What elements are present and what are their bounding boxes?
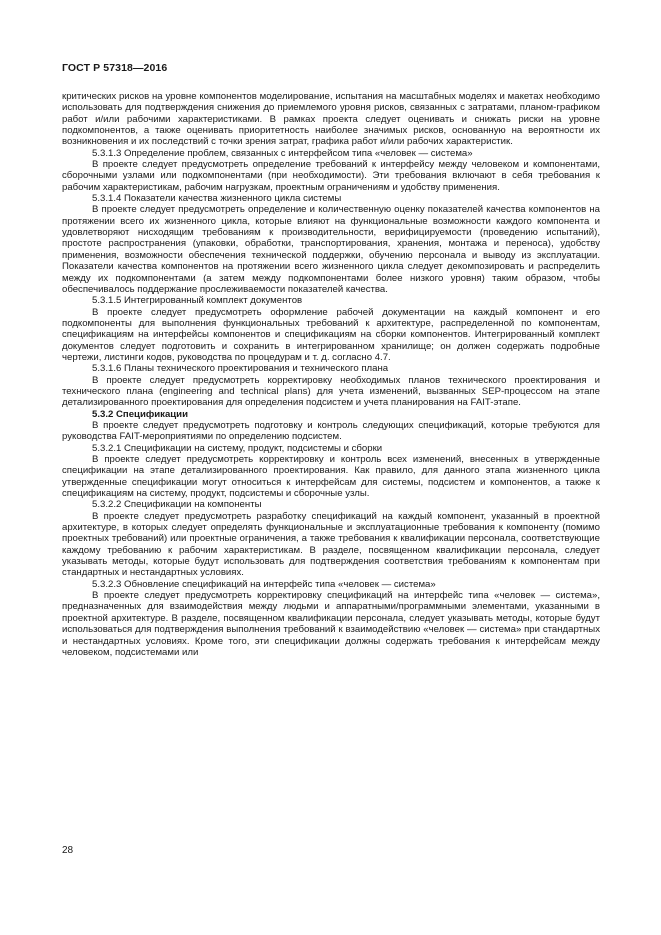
section-heading-5-3-1-6: 5.3.1.6 Планы технического проектирования и технического плана	[92, 363, 389, 375]
section-heading-5-3-2-3: 5.3.2.3 Обновление спецификаций на интерфейс типа «человек — система»	[92, 578, 436, 590]
section-heading-5-3-2-2: 5.3.2.2 Спецификации на компоненты	[92, 499, 262, 511]
section-heading-5-3-2-1: 5.3.2.1 Спецификации на систему, продукт, подсистемы и сборки	[92, 442, 383, 454]
section-heading-5-3-2: 5.3.2 Спецификации	[92, 408, 188, 420]
paragraph-continuation: критических рисков на уровне компонентов моделирование, испытания на масштабных моделях и макетах необходимо использовать для подтверждения снижения до приемлемого уровня рисков, связанных с затратами, планом-графиком работ и/или рабочими характеристиками. В рамках проекта следует оценивать и снижать риски на уровне подкомпонентов, а также оценивать приоритетность наиболее значимых рисков, основанную на вероятности их возникновения и их последствий с точки зрения затрат, графика работ и/или рабочих характеристик.	[62, 91, 600, 148]
paragraph: В проекте следует предусмотреть корректировку необходимых планов технического проектирования и технического плана (engineering and technical plans) для учета изменений, вызванных SEP-процессом на этапе детализированного проектирования для определения подсистем и учета планирования на FAIT-этапе.	[62, 374, 600, 409]
paragraph: В проекте следует предусмотреть определение и количественную оценку показателей качества компонентов на протяжении всего их жизненного цикла, которые влияют на функциональные возможности каждого компонента и удовлетворяют нисходящим требованиям к производительности, верифицируемости (проведению испытаний), простоте распространения (упаковки, обработки, транспортирования, хранения, монтажа и переноса), удобству применения, возможности обеспечения технической поддержки, обучению персонала и выводу из эксплуатации. Показатели качества компонентов на протяжении всего жизненного цикла следует декомпозировать и распределить между их подкомпонентами (а затем между подкомпонентами более низкого уровня) таким образом, чтобы обеспечивалось поддержание прослеживаемости показателей качества.	[62, 204, 600, 295]
document-header: ГОСТ Р 57318—2016	[62, 62, 168, 74]
paragraph: В проекте следует предусмотреть разработку спецификаций на каждый компонент, указанный в проектной архитектуре, в которых следует определять функциональные и эксплуатационные требования к компоненту (помимо проектных требований) или проектные ограничения, а также требования к квалификации персонала, соответствующие каждому требованию к рабочим характеристикам. В разделе, посвященном квалификации персонала, следует указывать методы, которые будут использовать для подтверждения соответствия требованиям к компонентам при стандартных и нестандартных условиях.	[62, 510, 600, 579]
section-heading-5-3-1-3: 5.3.1.3 Определение проблем, связанных с интерфейсом типа «человек — система»	[92, 147, 473, 159]
page-number: 28	[62, 845, 74, 856]
paragraph: В проекте следует предусмотреть корректировку и контроль всех изменений, внесенных в утвержденные спецификации на этапе детализированного проектирования. Как правило, для данного этапа жизненного цикла утвержденные спецификации могут относиться к интерфейсам для системы, подсистем и компонентов, а также к спецификациям на систему, продукт, подсистемы и сборочные узлы.	[62, 454, 600, 500]
section-heading-5-3-1-4: 5.3.1.4 Показатели качества жизненного цикла системы	[92, 193, 342, 205]
document-body	[62, 91, 600, 658]
paragraph: В проекте следует предусмотреть подготовку и контроль следующих спецификаций, которые требуются для руководства FAIT-мероприятиями по определению подсистем.	[62, 419, 600, 443]
section-heading-5-3-1-5: 5.3.1.5 Интегрированный комплект документов	[92, 295, 303, 307]
paragraph: В проекте следует предусмотреть корректировку спецификаций на интерфейс типа «человек — система», предназначенных для взаимодействия между людьми и аппаратными/программными элементами, указанными в проектной архитектуре. В разделе, посвященном квалификации персонала, следует указывать методы, которые будут использоваться для подтверждения выполнения требований к взаимодействию «человек — система» при стандартных и нестандартных условиях. Кроме того, эти спецификации должны содержать требования к интерфейсам между человеком, подсистемами или	[62, 590, 600, 658]
paragraph: В проекте следует предусмотреть определение требований к интерфейсу между человеком и компонентами, сборочными узлами или подкомпонентами (при необходимости). Эти требования включают в себя требования к рабочим характеристикам, рабочим нагрузкам, проектным ограничениям и удобству применения.	[62, 159, 600, 193]
paragraph: В проекте следует предусмотреть оформление рабочей документации на каждый компонент и его подкомпоненты для выполнения функциональных требований к архитектуре, распределенной по компонентам, спецификациям на интерфейсы компонентов и спецификациям на сборки компонентов. Интегрированный комплект документов следует подготовить и сохранить в интегрированном хранилище; он должен содержать подробные чертежи, листинги кодов, руководства по процедурам и т. д. согласно 4.7.	[62, 306, 600, 363]
